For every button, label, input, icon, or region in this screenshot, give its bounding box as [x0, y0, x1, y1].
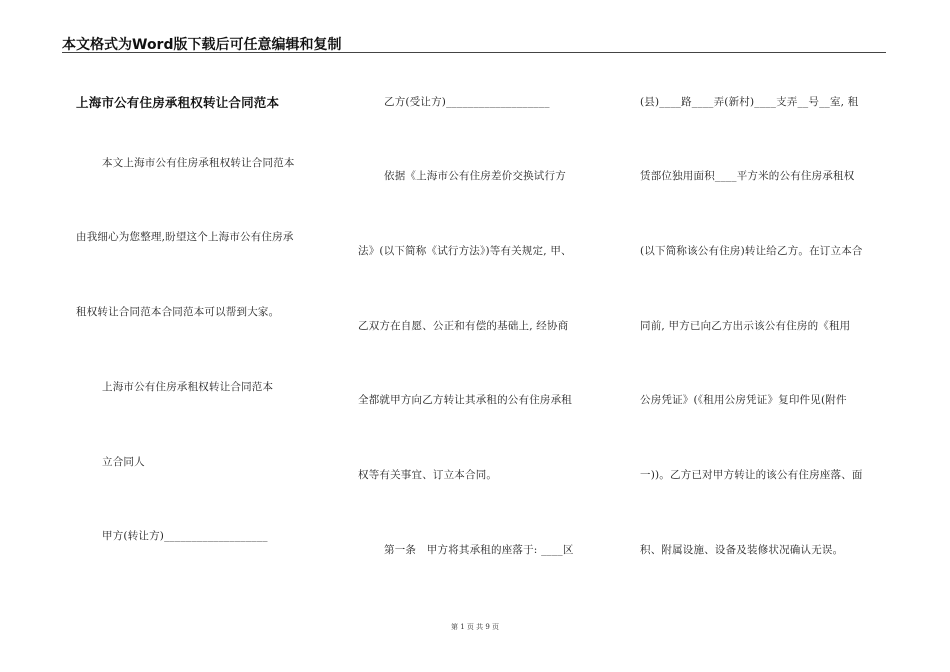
paragraph-line: 法》(以下简称《试行方法》)等有关规定, 甲、: [358, 245, 572, 257]
text-column-3: [640, 0, 890, 672]
paragraph-line: 本文上海市公有住房承租权转让合同范本: [102, 157, 295, 169]
paragraph-line: 租权转让合同范本合同范本可以帮到大家。: [76, 306, 280, 318]
page-number: 第 1 页 共 9 页: [450, 623, 500, 631]
text-column-2: [358, 0, 608, 672]
text-column-1: [76, 0, 326, 672]
paragraph-line: 乙方(受让方)___________________: [384, 96, 550, 108]
paragraph-line: 甲方(转让方)___________________: [102, 530, 268, 542]
document-header-banner: 本文格式为Word版下载后可任意编辑和复制: [62, 37, 342, 53]
paragraph-line: 立合同人: [102, 456, 145, 468]
paragraph-line: (县)____路____弄(新村)____支弄__号__室, 租: [640, 96, 859, 108]
document-title: 上海市公有住房承租权转让合同范本: [76, 95, 280, 110]
paragraph-line: 同前, 甲方已向乙方出示该公有住房的《租用: [640, 320, 851, 332]
paragraph-line: 依据《上海市公有住房差价交换试行方: [384, 170, 566, 182]
paragraph-line: 权等有关事宜、订立本合同。: [358, 469, 498, 481]
paragraph-line: 赁部位独用面积____平方米的公有住房承租权: [640, 170, 855, 182]
paragraph-line: (以下简称该公有住房)转让给乙方。在订立本合: [640, 245, 863, 257]
paragraph-line: 乙双方在自愿、公正和有偿的基础上, 经协商: [358, 320, 569, 332]
paragraph-line: 全都就甲方向乙方转让其承租的公有住房承租: [358, 394, 572, 406]
paragraph-line: 第一条 甲方将其承租的座落于: ____区: [384, 544, 574, 556]
paragraph-line: 一))。乙方已对甲方转让的该公有住房座落、面: [640, 469, 863, 481]
paragraph-line: 公房凭证》(《租用公房凭证》复印件见(附件: [640, 394, 847, 406]
paragraph-line: 由我细心为您整理,盼望这个上海市公有住房承: [76, 231, 294, 243]
paragraph-line: 上海市公有住房承租权转让合同范本: [102, 381, 274, 393]
paragraph-line: 积、附属设施、设备及装修状况确认无误。: [640, 544, 844, 556]
